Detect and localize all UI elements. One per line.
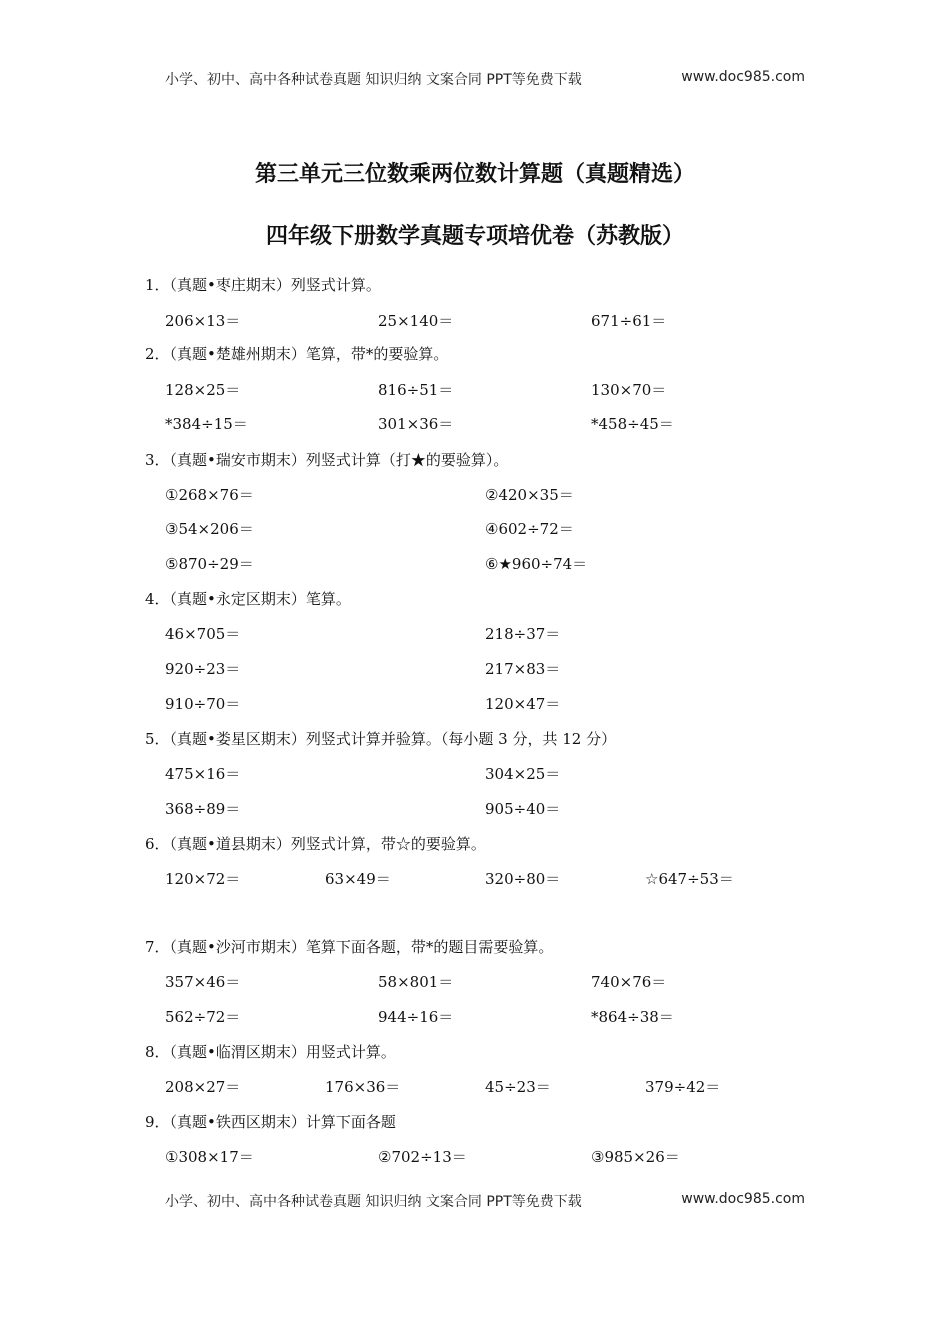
expression: 206×13＝ [165,312,241,330]
expression: ①268×76＝ [165,486,254,504]
expression: ☆647÷53＝ [645,870,734,888]
expression: 25×140＝ [378,312,454,330]
question-label: 4．（真题•永定区期末）笔算。 [145,590,351,608]
expression: ①308×17＝ [165,1148,254,1166]
expression: 740×76＝ [591,973,667,991]
expression: 46×705＝ [165,625,241,643]
expression: *384÷15＝ [165,415,248,433]
expression: 357×46＝ [165,973,241,991]
expression: 301×36＝ [378,415,454,433]
expression: ③54×206＝ [165,520,254,538]
question-label: 1．（真题•枣庄期末）列竖式计算。 [145,276,381,294]
expression: 58×801＝ [378,973,454,991]
question-label: 7．（真题•沙河市期末）笔算下面各题，带*的题目需要验算。 [145,938,554,956]
expression: *864÷38＝ [591,1008,674,1026]
header-text: 小学、初中、高中各种试卷真题 知识归纳 文案合同 PPT等免费下载 [165,72,582,88]
question-label: 8．（真题•临渭区期末）用竖式计算。 [145,1043,396,1061]
question-label: 9．（真题•铁西区期末）计算下面各题 [145,1113,396,1131]
expression: 905÷40＝ [485,800,561,818]
expression: ④602÷72＝ [485,520,574,538]
document-subtitle: 四年级下册数学真题专项培优卷（苏教版） [265,224,684,249]
expression: 120×47＝ [485,695,561,713]
question-label: 3．（真题•瑞安市期末）列竖式计算（打★的要验算）。 [145,451,509,469]
question-label: 5．（真题•娄星区期末）列竖式计算并验算。（每小题 3 分，共 12 分） [145,730,617,748]
expression: 208×27＝ [165,1078,241,1096]
page-footer [165,1191,805,1211]
expression: 562÷72＝ [165,1008,241,1026]
header-url: www.doc985.com [681,69,805,85]
expression: 475×16＝ [165,765,241,783]
footer-url: www.doc985.com [681,1191,805,1207]
document-title: 第三单元三位数乘两位数计算题（真题精选） [254,162,695,187]
footer-text: 小学、初中、高中各种试卷真题 知识归纳 文案合同 PPT等免费下载 [165,1194,582,1210]
expression: 218÷37＝ [485,625,561,643]
expression: *458÷45＝ [591,415,674,433]
expression: 217×83＝ [485,660,561,678]
expression: 944÷16＝ [378,1008,454,1026]
expression: ②420×35＝ [485,486,574,504]
expression: 368÷89＝ [165,800,241,818]
page-header [165,69,805,89]
expression: 176×36＝ [325,1078,401,1096]
question-label: 6．（真题•道县期末）列竖式计算，带☆的要验算。 [145,835,486,853]
expression: ②702÷13＝ [378,1148,467,1166]
expression: ③985×26＝ [591,1148,680,1166]
expression: 910÷70＝ [165,695,241,713]
expression: 671÷61＝ [591,312,667,330]
expression: 45÷23＝ [485,1078,551,1096]
expression: 320÷80＝ [485,870,561,888]
expression: 920÷23＝ [165,660,241,678]
expression: 130×70＝ [591,381,667,399]
expression: 63×49＝ [325,870,391,888]
expression: 816÷51＝ [378,381,454,399]
expression: ⑤870÷29＝ [165,555,254,573]
question-label: 2．（真题•楚雄州期末）笔算，带*的要验算。 [145,345,449,363]
expression: 304×25＝ [485,765,561,783]
expression: 379÷42＝ [645,1078,721,1096]
expression: 120×72＝ [165,870,241,888]
expression: ⑥★960÷74＝ [485,555,588,573]
expression: 128×25＝ [165,381,241,399]
